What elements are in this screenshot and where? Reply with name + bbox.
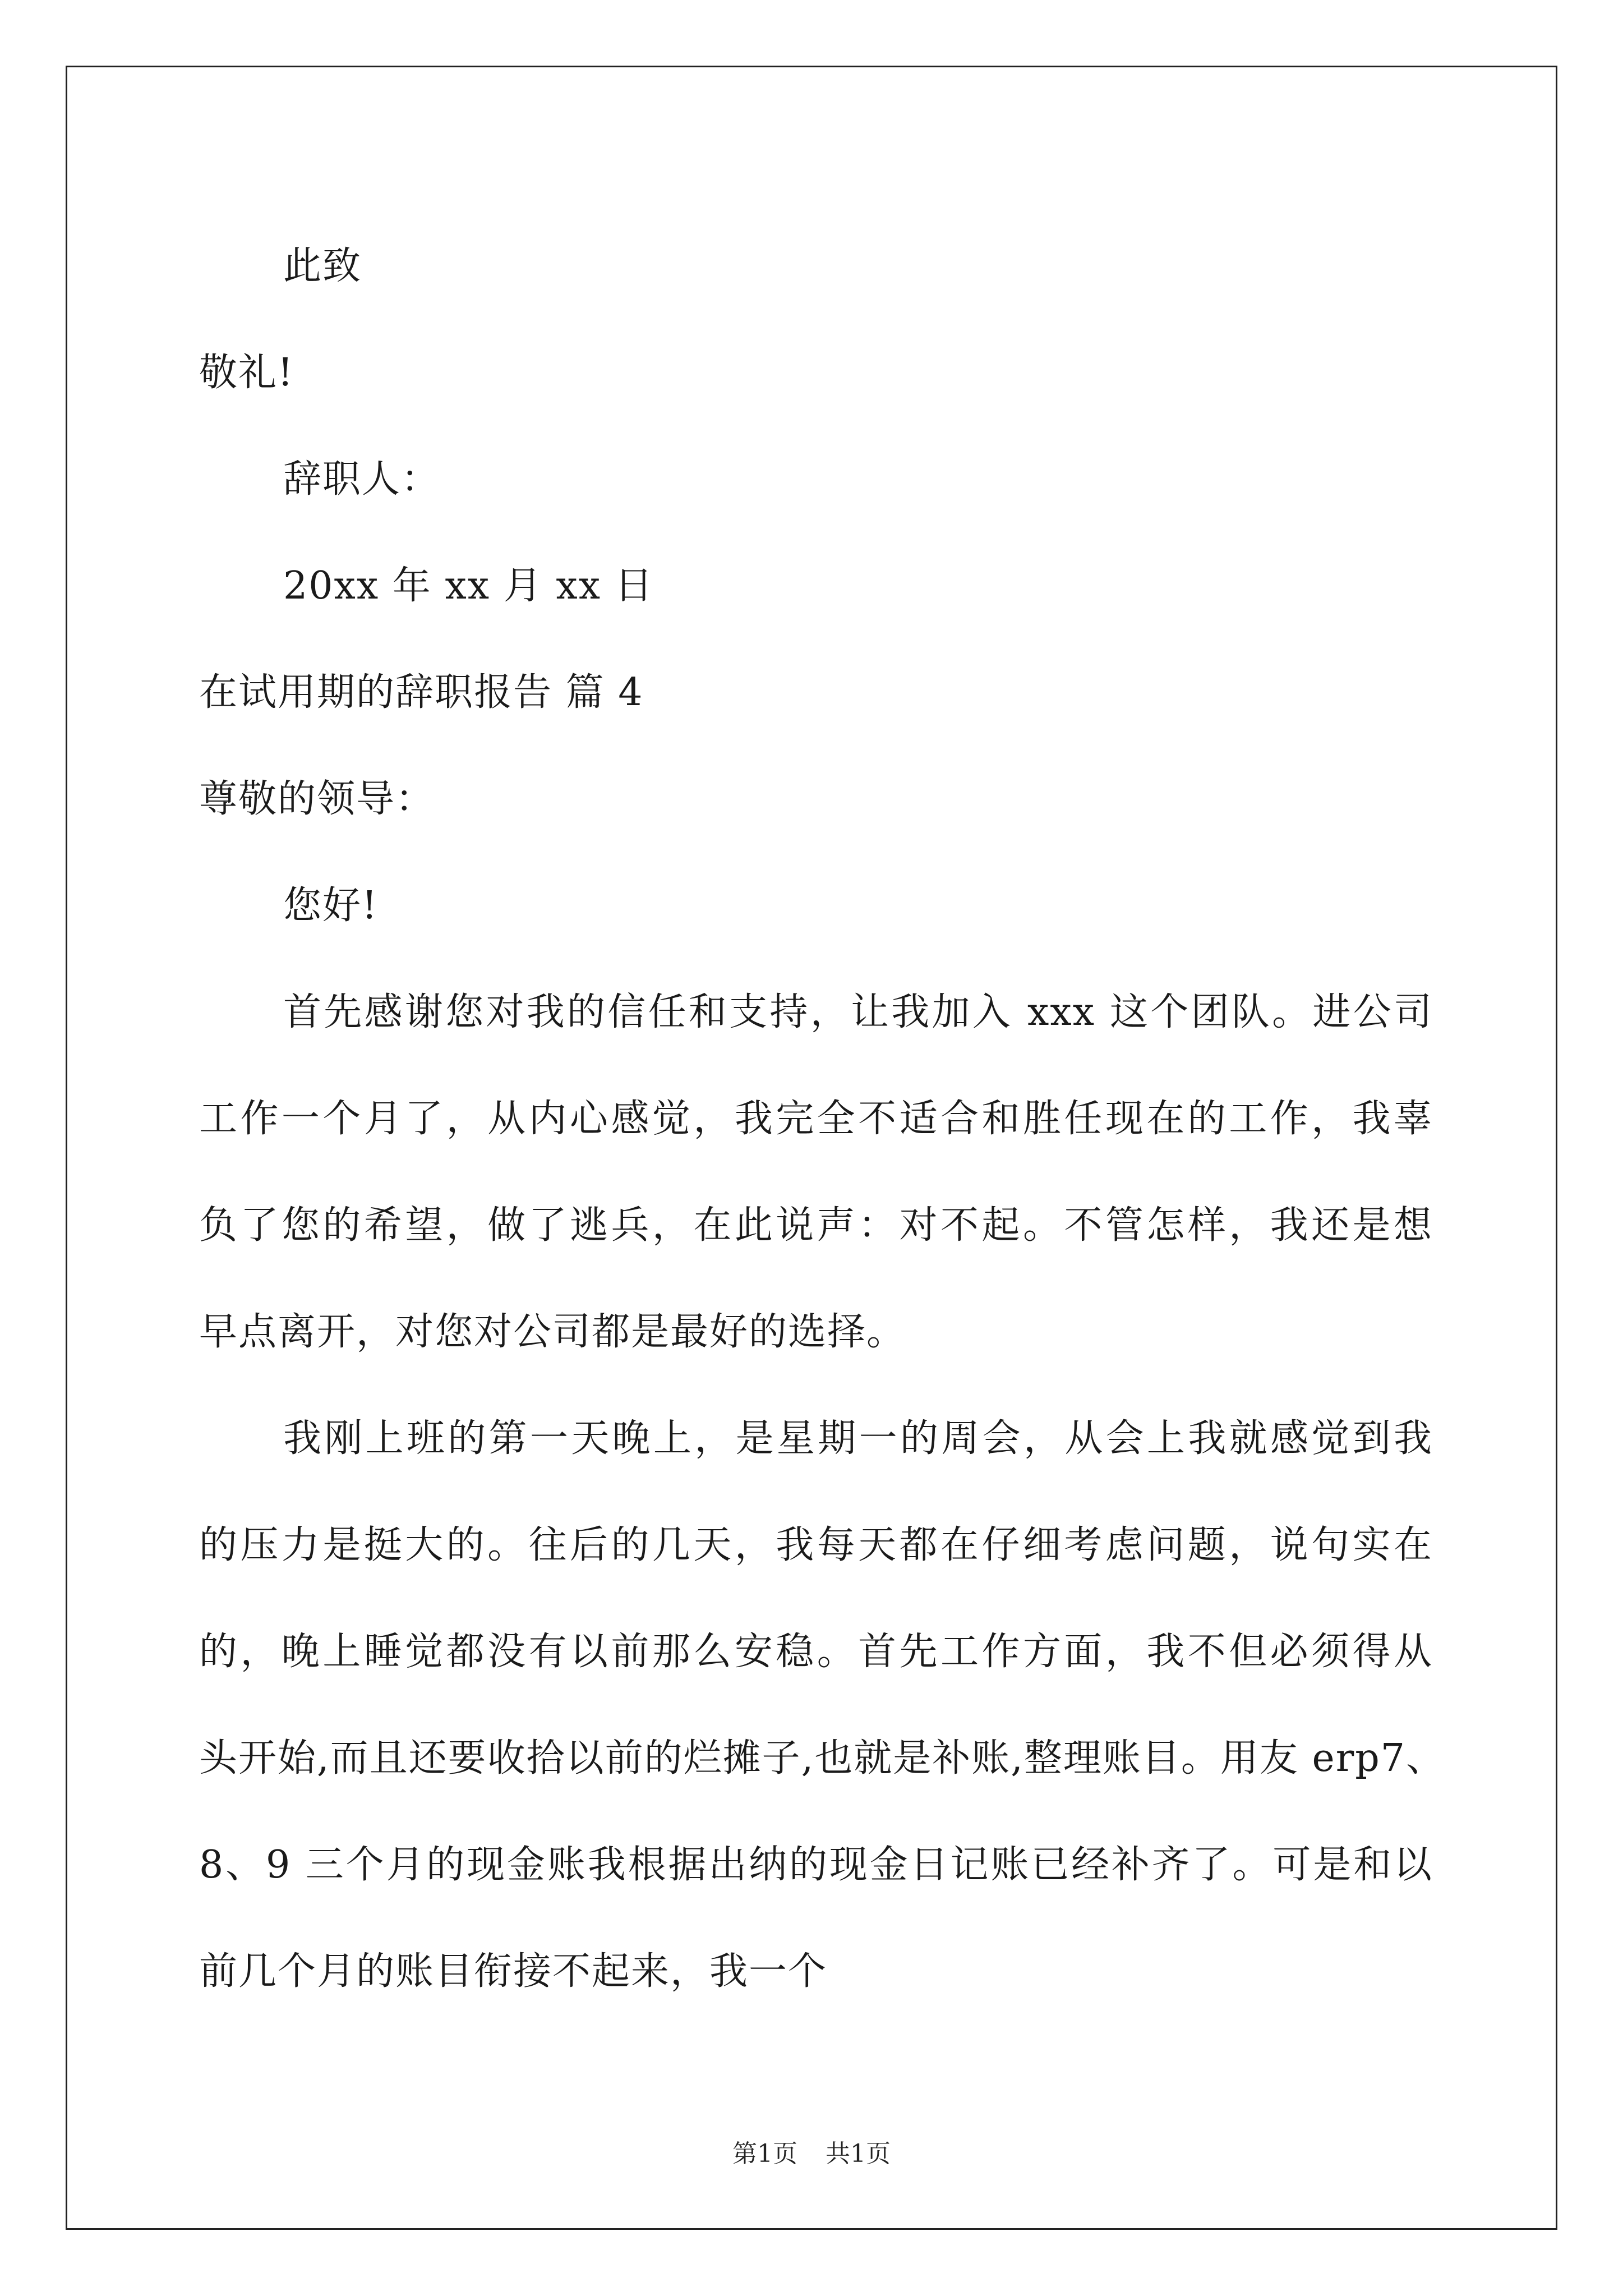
paragraph-2 (199, 1386, 1446, 2025)
letter-body (199, 213, 1446, 2025)
greeting: 您好! (283, 884, 379, 928)
page-total: 共1页 (826, 2139, 891, 2168)
paragraph-line: 8、9 三个月的现金账我根据出纳的现金日记账已经补齐了。可是和以 (199, 1843, 1433, 1887)
paragraph-line: 头开始,而且还要收拾以前的烂摊子,也就是补账,整理账目。用友 erp7、 (199, 1736, 1446, 1780)
page-footer (0, 2133, 1623, 2169)
paragraph-line: 首先感谢您对我的信任和支持，让我加入 xxx 这个团队。进公司 (283, 990, 1433, 1034)
paragraph-1 (199, 959, 1433, 1386)
letter-date: 20xx 年 xx 月 xx 日 (283, 564, 654, 608)
paragraph-line: 工作一个月了，从内心感觉，我完全不适合和胜任现在的工作，我辜 (199, 1097, 1433, 1141)
paragraph-line: 我刚上班的第一天晚上，是星期一的周会，从会上我就感觉到我 (283, 1416, 1433, 1461)
section-title: 在试用期的辞职报告 篇 4 (199, 670, 644, 715)
signer-label: 辞职人： (283, 457, 441, 501)
paragraph-line: 的压力是挺大的。往后的几天，我每天都在仔细考虑问题，说句实在 (199, 1523, 1433, 1567)
paragraph-line: 早点离开，对您对公司都是最好的选择。 (199, 1310, 906, 1354)
closing-salutation: 此致 (283, 244, 362, 288)
page-number: 第1页 (732, 2139, 797, 2168)
closing-regards: 敬礼! (199, 351, 294, 395)
paragraph-line: 负了您的希望，做了逃兵，在此说声：对不起。不管怎样，我还是想 (199, 1203, 1433, 1248)
addressee: 尊敬的领导： (199, 777, 435, 821)
paragraph-line: 的，晚上睡觉都没有以前那么安稳。首先工作方面，我不但必须得从 (199, 1630, 1433, 1674)
paragraph-line: 前几个月的账目衔接不起来，我一个 (199, 1949, 828, 1994)
